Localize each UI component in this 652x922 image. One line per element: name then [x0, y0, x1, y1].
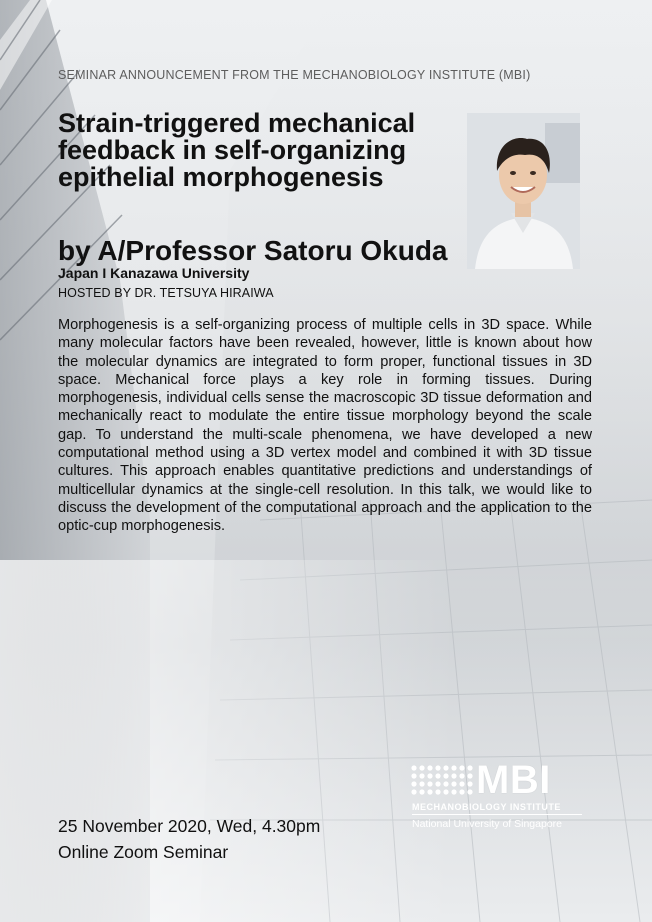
speaker-affiliation: Japan I Kanazawa University — [58, 265, 250, 281]
mbi-logo-name: MBI — [476, 758, 551, 802]
mbi-logo-university: National University of Singapore — [412, 818, 562, 830]
talk-abstract: Morphogenesis is a self-organizing process of multiple cells in 3D space. While many molecular factors have been revealed, however, little is known about how the molecular dynamics are integrated to form proper, functional tissues in 3D space. Mechanical force plays a key role in forming tissues. During morphogenesis, individual cells sense the macroscopic 3D tissue deformation and mechanically react to modulate the entire tissue morphology beyond the scale gap. To understand the multi-scale phenomena, we have developed a new computational method using a 3D vertex model and combined it with 3D tissue cultures. This approach enables quantitative predictions and understandings of multicellular dynamics at the single-cell resolution. In this talk, we would like to discuss the development of the computational approach and the application to the optic-cup morphogenesis. — [58, 317, 592, 535]
mbi-logo — [410, 758, 585, 838]
event-datetime: 25 November 2020, Wed, 4.30pm — [58, 816, 321, 836]
speaker-photo — [467, 113, 580, 269]
event-mode: Online Zoom Seminar — [58, 842, 229, 862]
announcement-kicker: SEMINAR ANNOUNCEMENT FROM THE MECHANOBIOLOGY INSTITUTE (MBI) — [58, 68, 531, 82]
speaker-portrait-icon — [467, 113, 580, 269]
mbi-dots-icon — [410, 764, 474, 798]
talk-title: Strain-triggered mechanical feedback in self-organizing epithelial morphogenesis — [58, 108, 416, 192]
mbi-logo-divider — [412, 814, 582, 815]
mbi-logo-institute: MECHANOBIOLOGY INSTITUTE — [412, 802, 561, 812]
speaker-name: by A/Professor Satoru Okuda — [58, 235, 448, 266]
host-line: HOSTED BY DR. TETSUYA HIRAIWA — [58, 286, 274, 300]
